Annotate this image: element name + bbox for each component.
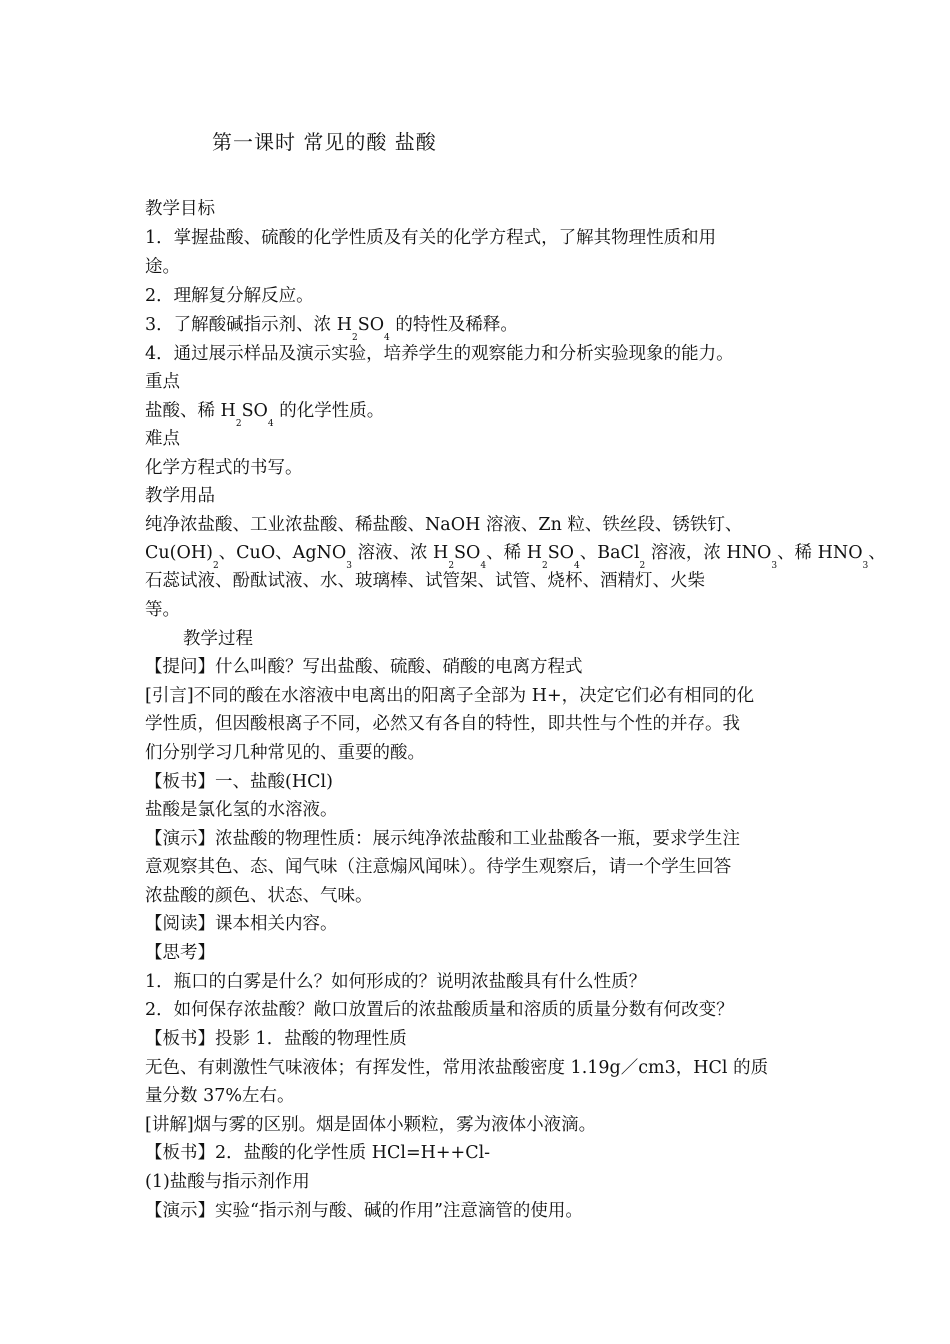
text-line: 们分别学习几种常见的、重要的酸。 <box>145 743 425 763</box>
text-segment: 、BaCl <box>579 543 640 563</box>
text-line: 2．理解复分解反应。 <box>145 286 314 306</box>
text-line: [引言]不同的酸在水溶液中电离出的阳离子全部为 H+，决定它们必有相同的化 <box>145 686 755 706</box>
subscript: 2 <box>541 561 548 571</box>
subscript: 3 <box>862 561 869 571</box>
text-line: 盐酸是氯化氢的水溶液。 <box>145 800 338 820</box>
text-segment: 盐酸、稀 H <box>145 401 236 421</box>
heading-materials: 教学用品 <box>145 486 215 506</box>
text-line-h2so4 <box>145 313 518 343</box>
subscript: 3 <box>771 561 778 571</box>
text-line: 纯净浓盐酸、工业浓盐酸、稀盐酸、NaOH 溶液、Zn 粒、铁丝段、锈铁钉、 <box>145 515 743 535</box>
text-segment: 、 <box>868 543 886 563</box>
subscript: 2 <box>639 561 646 571</box>
text-line: 等。 <box>145 600 180 620</box>
text-segment: 溶液，浓 HNO <box>645 543 772 563</box>
text-line: 量分数 37%左右。 <box>145 1086 295 1106</box>
subscript: 4 <box>480 561 487 571</box>
text-line: 石蕊试液、酚酞试液、水、玻璃棒、试管架、试管、烧杯、酒精灯、火柴 <box>145 571 705 591</box>
subscript: 4 <box>574 561 580 571</box>
text-line: 【板书】一、盐酸(HCl) <box>145 772 333 792</box>
subscript: 4 <box>267 419 274 429</box>
text-line: 4．通过展示样品及演示实验，培养学生的观察能力和分析实验现象的能力。 <box>145 344 734 364</box>
text-line: 【板书】投影 1．盐酸的物理性质 <box>145 1029 407 1049</box>
text-segment: 溶液、浓 H <box>351 543 449 563</box>
text-line: 1．瓶口的白雾是什么？如何形成的？说明浓盐酸具有什么性质？ <box>145 972 647 992</box>
subscript: 2 <box>235 419 242 429</box>
text-line: 意观察其色、态、闻气味（注意煽风闻味）。待学生观察后，请一个学生回答 <box>145 857 732 877</box>
text-line-h2so4 <box>145 399 385 429</box>
subscript: 2 <box>212 561 219 571</box>
subscript: 2 <box>448 561 455 571</box>
text-line: 【思考】 <box>145 943 215 963</box>
text-line: 【演示】浓盐酸的物理性质：展示纯净浓盐酸和工业盐酸各一瓶，要求学生注 <box>145 829 740 849</box>
heading-key-points: 重点 <box>145 372 180 392</box>
subscript: 3 <box>346 561 352 571</box>
text-line: 浓盐酸的颜色、状态、气味。 <box>145 886 373 906</box>
text-segment: 的特性及稀释。 <box>389 315 518 335</box>
text-segment: SO <box>357 315 385 335</box>
text-segment: SO <box>454 543 481 563</box>
text-line: 学性质，但因酸根离子不同，必然又有各自的特性，即共性与个性的并存。我 <box>145 714 740 734</box>
text-line: 【阅读】课本相关内容。 <box>145 914 338 934</box>
text-segment: 、CuO、AgNO <box>218 543 347 563</box>
text-segment: 3．了解酸碱指示剂、浓 H <box>145 315 352 335</box>
text-line: 无色、有刺激性气味液体；有挥发性，常用浓盐酸密度 1.19g／cm3，HCl 的质 <box>145 1058 769 1078</box>
text-line: 2．如何保存浓盐酸？敞口放置后的浓盐酸质量和溶质的质量分数有何改变？ <box>145 1000 734 1020</box>
text-segment: Cu(OH) <box>145 543 213 563</box>
text-line: 化学方程式的书写。 <box>145 458 303 478</box>
text-line: 【演示】实验“指示剂与酸、碱的作用”注意滴管的使用。 <box>145 1201 583 1221</box>
subscript: 4 <box>384 333 390 343</box>
heading-process: 教学过程 <box>183 629 253 649</box>
text-segment: SO <box>241 401 268 421</box>
text-segment: SO <box>547 543 575 563</box>
text-line: [讲解]烟与雾的区别。烟是固体小颗粒，雾为液体小液滴。 <box>145 1115 597 1135</box>
text-line: 途。 <box>145 257 180 277</box>
text-line: 1．掌握盐酸、硫酸的化学性质及有关的化学方程式，了解其物理性质和用 <box>145 228 717 248</box>
text-line-formulas <box>145 541 886 571</box>
page-title: 第一课时 常见的酸 盐酸 <box>212 130 437 154</box>
text-segment: 、稀 HNO <box>777 543 863 563</box>
text-segment: 、稀 H <box>486 543 542 563</box>
text-line: (1)盐酸与指示剂作用 <box>145 1172 310 1192</box>
heading-difficulties: 难点 <box>145 429 180 449</box>
text-line: 【提问】什么叫酸？写出盐酸、硫酸、硝酸的电离方程式 <box>145 657 583 677</box>
subscript: 2 <box>351 333 358 343</box>
text-line: 【板书】2．盐酸的化学性质 HCl=H++Cl- <box>145 1143 491 1163</box>
heading-objectives: 教学目标 <box>145 199 215 219</box>
text-segment: 的化学性质。 <box>273 401 385 421</box>
